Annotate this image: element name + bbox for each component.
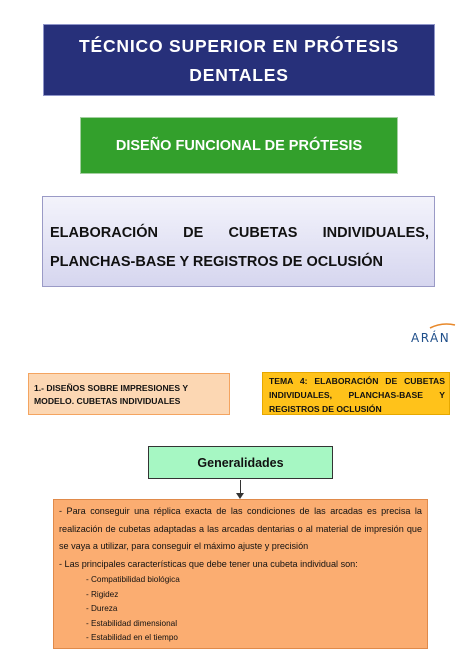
section-heading-text: Generalidades xyxy=(197,455,284,470)
subject-title xyxy=(80,117,398,174)
list-item: - Estabilidad dimensional xyxy=(86,618,178,628)
subject-title-text: DISEÑO FUNCIONAL DE PRÓTESIS xyxy=(115,137,363,154)
characteristics-list xyxy=(59,573,422,646)
list-item: - Estabilidad en el tiempo xyxy=(86,633,178,642)
logo-text: ARÁN xyxy=(411,331,451,345)
list-item: - Rigidez xyxy=(86,589,119,599)
list-item: - Dureza xyxy=(86,604,118,613)
tema-box: TEMA 4: ELABORACIÓN DE CUBETAS INDIVIDUALES, PLANCHAS-BASE Y REGISTROS DE OCLUSIÓN xyxy=(262,372,450,415)
content-panel xyxy=(53,499,428,649)
list-item: - Compatibilidad biológica xyxy=(86,575,180,584)
main-title: TÉCNICO SUPERIOR EN PRÓTESIS DENTALES xyxy=(43,24,435,96)
content-paragraph: - Para conseguir una réplica exacta de las condiciones de las arcadas es precisa la realización de cubetas adaptadas a las arcadas dentarias o al material de impresión que se vaya a utilizar, para conseguir el máximo ajuste y precisión xyxy=(59,506,422,551)
section-heading xyxy=(148,446,333,479)
aran-logo xyxy=(408,322,458,350)
topic-title: ELABORACIÓN DE CUBETAS INDIVIDUALES, PLANCHAS-BASE Y REGISTROS DE OCLUSIÓN xyxy=(42,196,435,287)
content-intro: - Las principales características que debe tener una cubeta individual son: xyxy=(59,558,358,569)
unit-box: 1.- DISEÑOS SOBRE IMPRESIONES Y MODELO. CUBETAS INDIVIDUALES xyxy=(28,373,230,415)
